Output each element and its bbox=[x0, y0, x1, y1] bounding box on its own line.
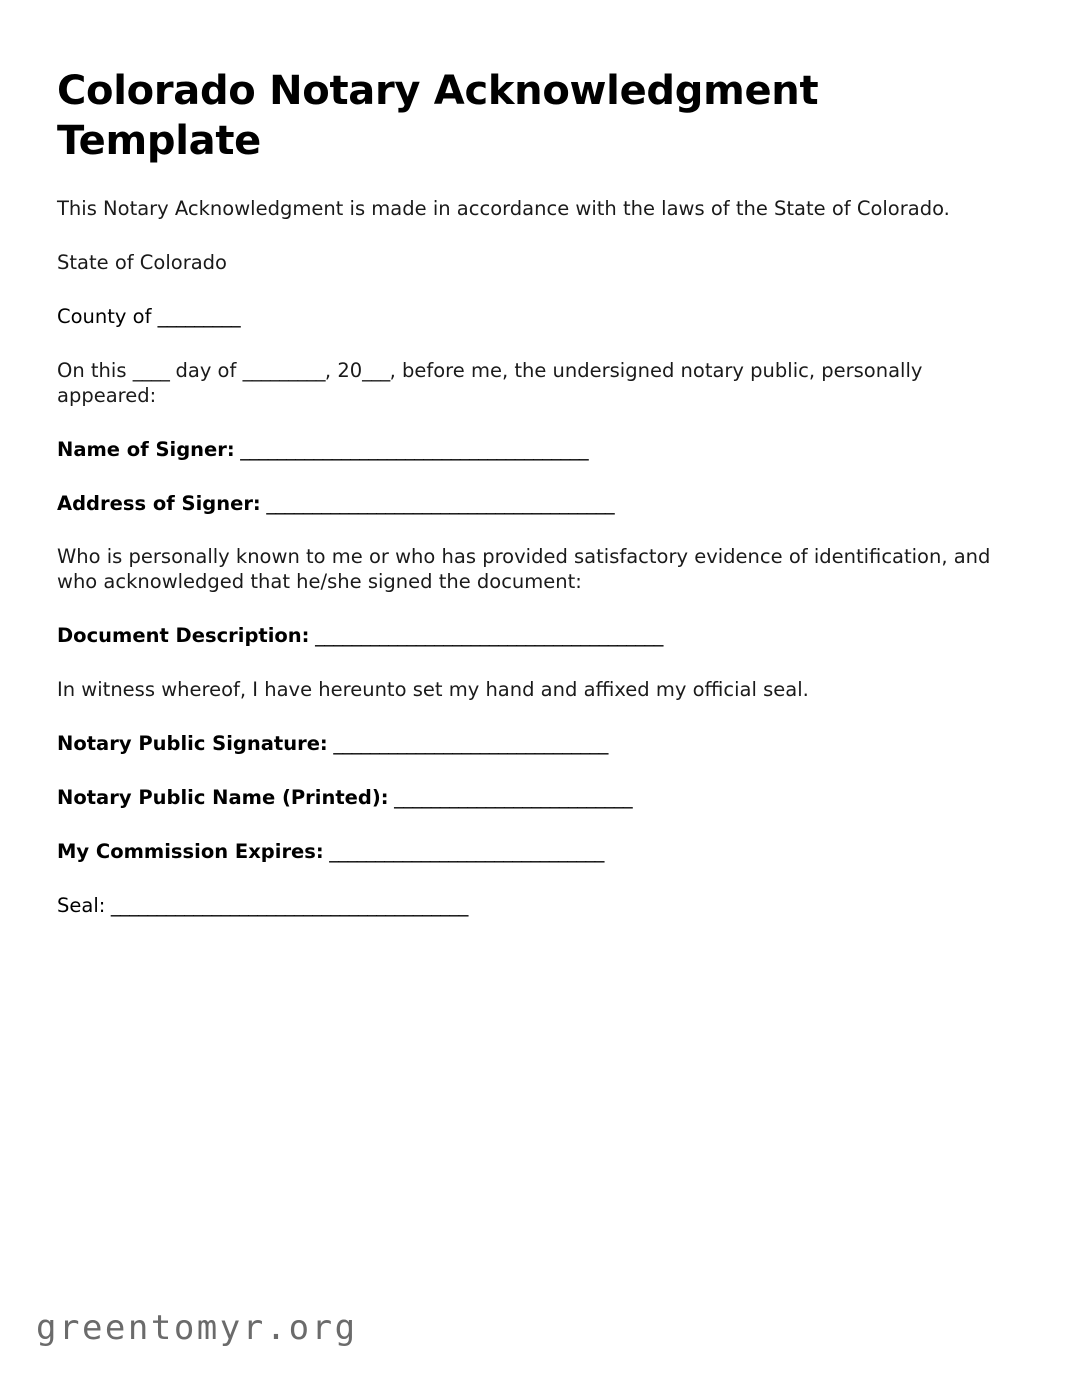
name-of-signer-field bbox=[57, 438, 1017, 463]
commission-expires-label: My Commission Expires: bbox=[57, 840, 324, 864]
address-of-signer-label: Address of Signer: bbox=[57, 491, 261, 515]
notary-name-blank[interactable]: __________________________ bbox=[388, 786, 633, 810]
on-this-suffix: , before me, the undersigned notary public, personally appeared: bbox=[57, 358, 923, 407]
document-description-field bbox=[57, 624, 1017, 649]
name-of-signer-label: Name of Signer: bbox=[57, 437, 235, 461]
year-blank[interactable]: ___ bbox=[362, 358, 390, 382]
seal-field bbox=[57, 894, 1017, 919]
seal-blank[interactable]: _______________________________________ bbox=[105, 894, 468, 918]
notary-signature-label: Notary Public Signature: bbox=[57, 732, 328, 756]
page-title: Colorado Notary Acknowledgment Template bbox=[57, 68, 819, 165]
seal-label: Seal: bbox=[57, 894, 106, 918]
county-blank[interactable]: _________ bbox=[157, 304, 241, 328]
month-blank[interactable]: _________ bbox=[242, 358, 325, 382]
document-content bbox=[57, 66, 1017, 948]
document-description-blank[interactable]: ______________________________________ bbox=[309, 624, 663, 648]
notary-name-field bbox=[57, 786, 1017, 811]
document-description-label: Document Description: bbox=[57, 624, 310, 648]
state-line: State of Colorado bbox=[57, 250, 227, 274]
address-of-signer-field bbox=[57, 492, 1017, 517]
name-of-signer-blank[interactable]: ______________________________________ bbox=[234, 437, 589, 461]
notary-signature-blank[interactable]: ______________________________ bbox=[327, 732, 608, 756]
commission-expires-blank[interactable]: ______________________________ bbox=[323, 840, 604, 864]
intro-paragraph: This Notary Acknowledgment is made in accordance with the laws of the State of Colorado. bbox=[57, 196, 950, 220]
county-field bbox=[57, 305, 1017, 330]
address-of-signer-blank[interactable]: ______________________________________ bbox=[260, 491, 615, 515]
personally-known-paragraph: Who is personally known to me or who has provided satisfactory evidence of identification, and who acknowledged that he/she signed the document: bbox=[57, 545, 991, 594]
site-watermark: greentomyr.org bbox=[36, 1308, 358, 1348]
witness-paragraph: In witness whereof, I have hereunto set my hand and affixed my official seal. bbox=[57, 678, 809, 702]
notary-name-label: Notary Public Name (Printed): bbox=[57, 786, 389, 810]
commission-expires-field bbox=[57, 840, 1017, 865]
year-prefix: , 20 bbox=[324, 358, 363, 382]
day-of-text: day of bbox=[169, 358, 243, 382]
county-label: County of bbox=[57, 304, 158, 328]
on-this-prefix: On this bbox=[57, 358, 133, 382]
notary-signature-field bbox=[57, 732, 1017, 757]
day-blank[interactable]: ____ bbox=[132, 358, 170, 382]
on-this-date-paragraph bbox=[57, 359, 1017, 409]
